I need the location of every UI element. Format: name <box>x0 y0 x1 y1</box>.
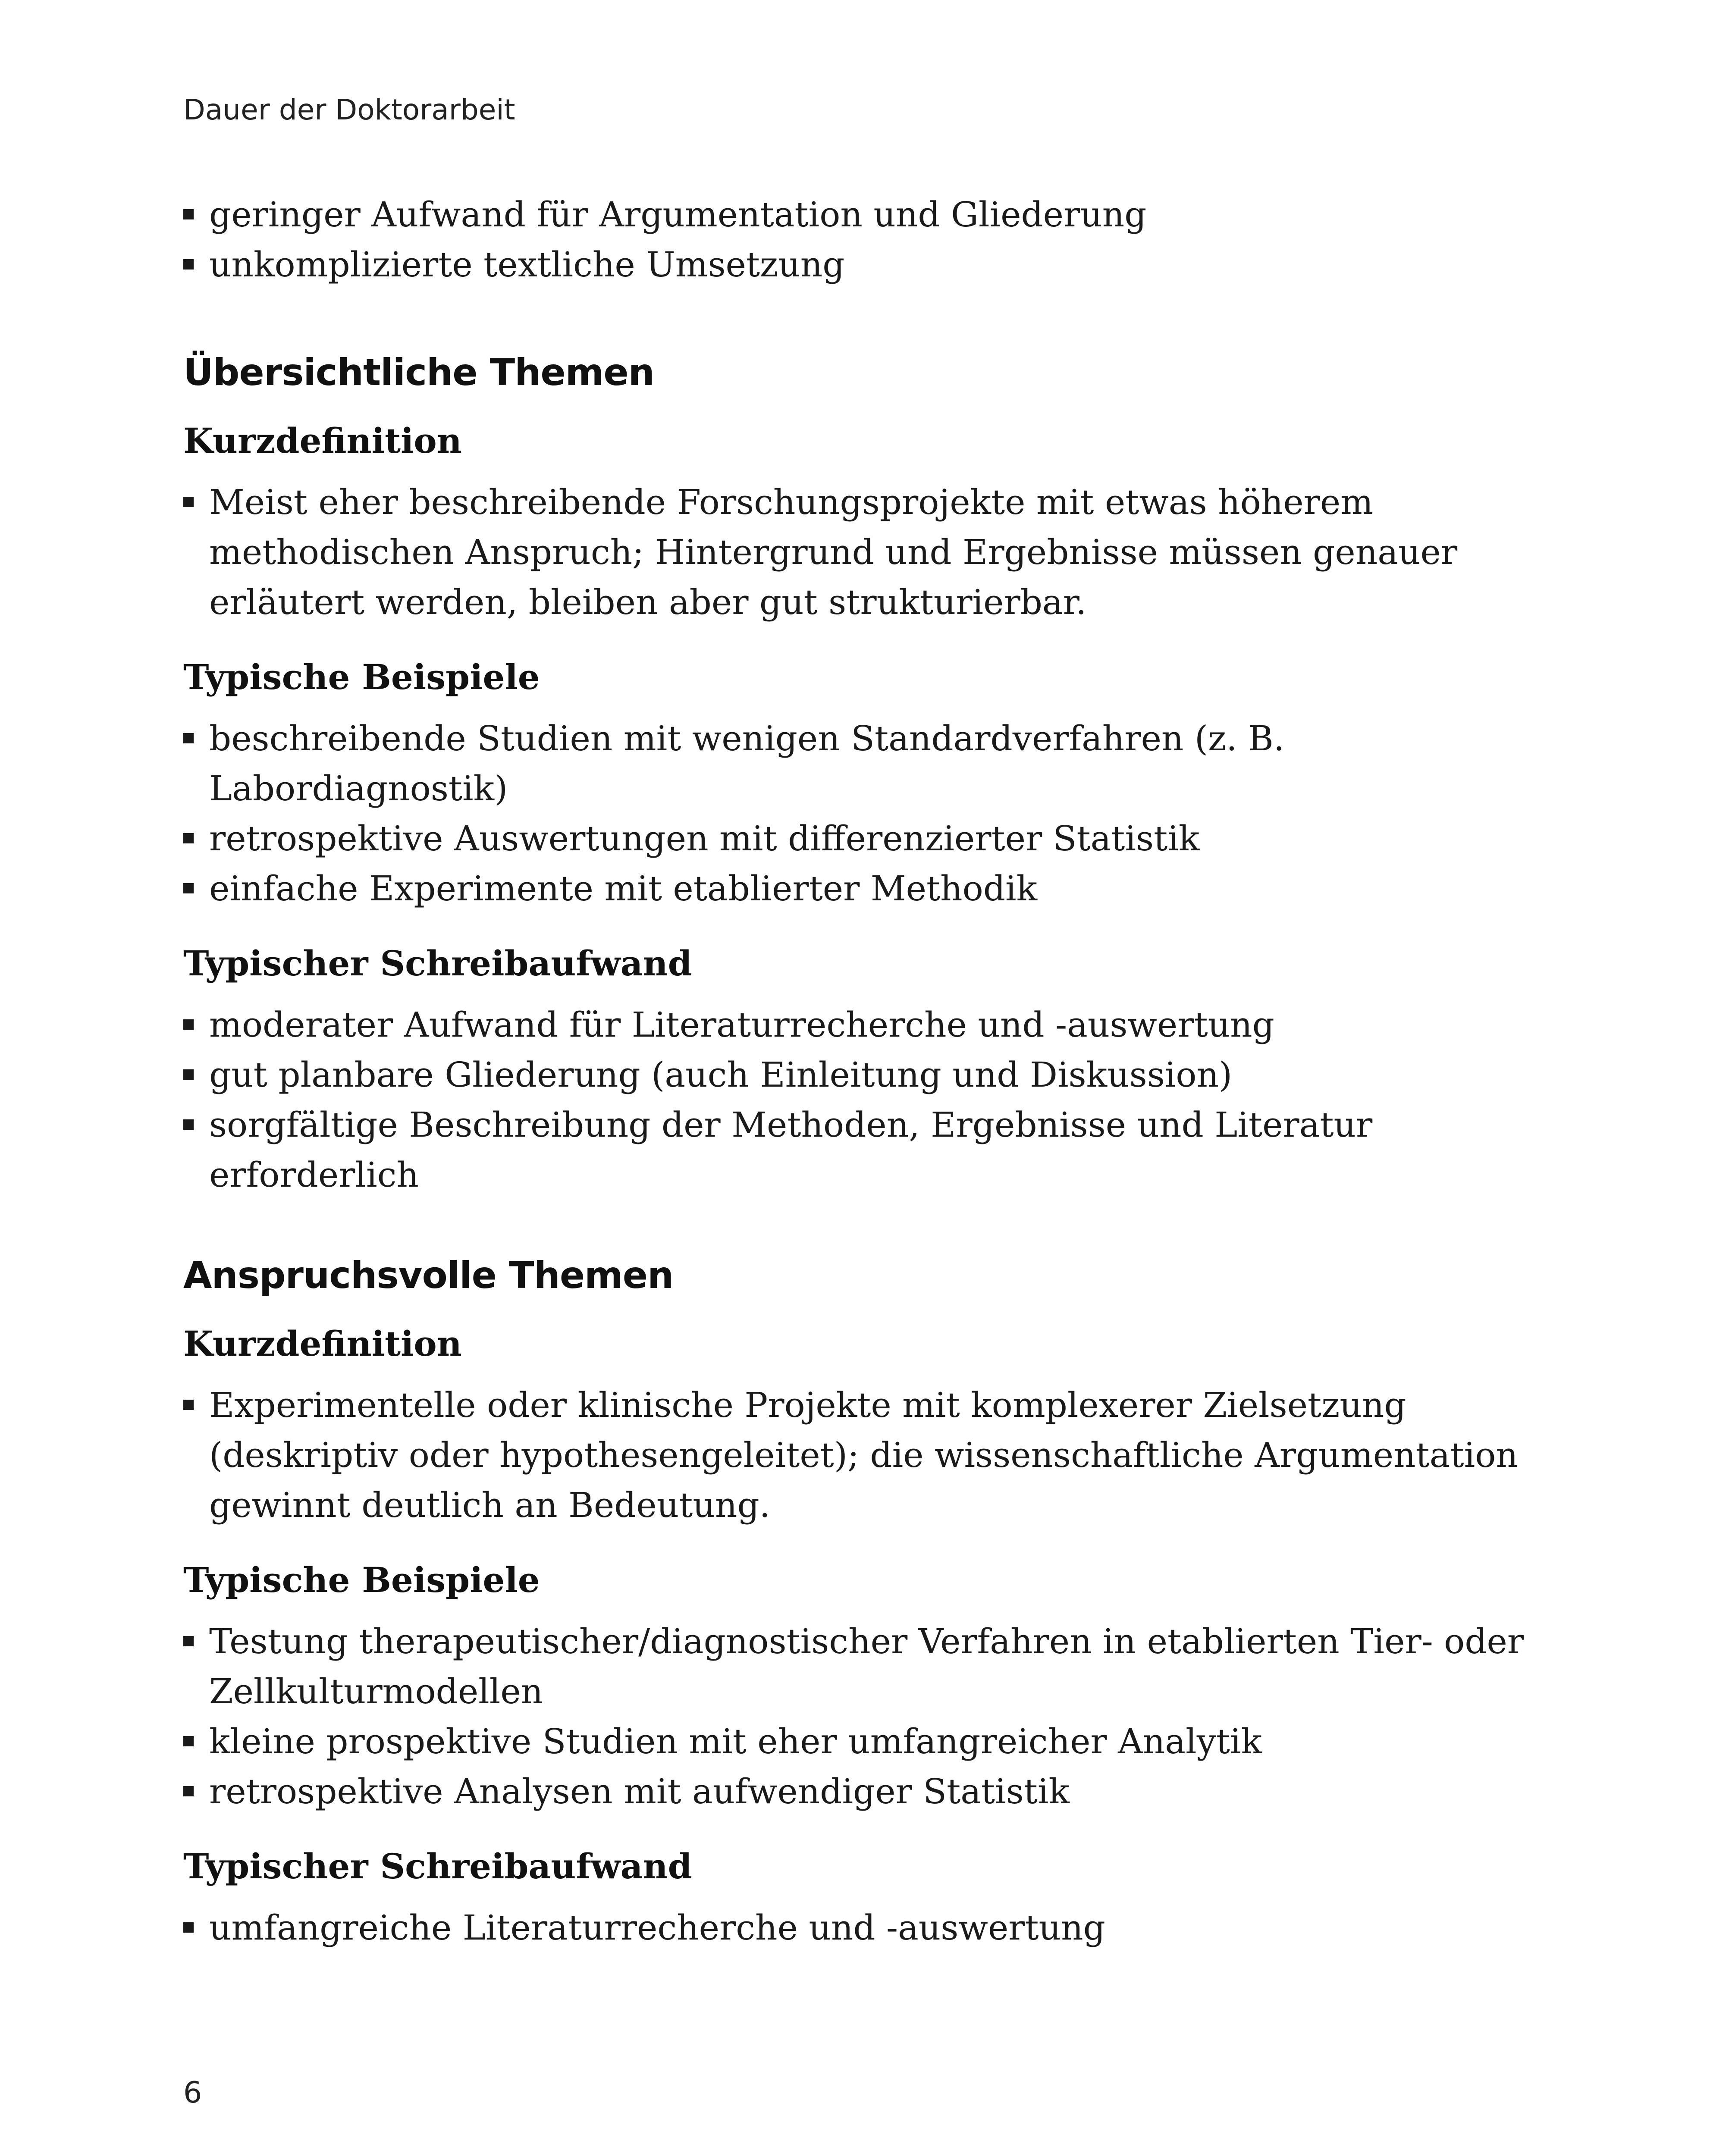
subsection-title: Typische Beispiele <box>183 1560 540 1600</box>
examples-list <box>183 1617 1542 1817</box>
subsection-title: Kurzdefinition <box>183 420 462 461</box>
list-item: gut planbare Gliederung (auch Einleitung und Diskussion) <box>183 1050 1542 1100</box>
bullet-square-icon <box>183 1636 194 1646</box>
intro-list <box>183 190 1542 290</box>
writing-effort-list <box>183 1000 1542 1200</box>
list-item: umfangreiche Literaturrecherche und -auswertung <box>183 1903 1542 1953</box>
list-item: kleine prospektive Studien mit eher umfangreicher Analytik <box>183 1717 1542 1767</box>
bullet-square-icon <box>183 1400 194 1410</box>
subsection-title: Kurzdefinition <box>183 1323 462 1364</box>
section-title: Übersichtliche Themen <box>183 351 654 394</box>
list-item: geringer Aufwand für Argumentation und Gliederung <box>183 190 1542 240</box>
bullet-square-icon <box>183 209 194 219</box>
list-item: Testung therapeutischer/diagnostischer Verfahren in etablierten Tier- oder Zellkulturmodellen <box>183 1617 1542 1717</box>
bullet-square-icon <box>183 497 194 507</box>
definition-list <box>183 477 1542 627</box>
page-number: 6 <box>183 2076 202 2110</box>
list-item: beschreibende Studien mit wenigen Standardverfahren (z. B. Labordiagnostik) <box>183 714 1542 814</box>
bullet-square-icon <box>183 1019 194 1030</box>
bullet-square-icon <box>183 1922 194 1933</box>
bullet-square-icon <box>183 883 194 893</box>
writing-effort-list <box>183 1903 1542 1953</box>
list-item: Experimentelle oder klinische Projekte mit komplexerer Zielsetzung (deskriptiv oder hypothesengeleitet); die wissenschaftliche Argumentation gewinnt deutlich an Bedeutung. <box>183 1380 1542 1530</box>
subsection-title: Typischer Schreibaufwand <box>183 1846 692 1887</box>
list-item: einfache Experimente mit etablierter Methodik <box>183 864 1542 914</box>
bullet-square-icon <box>183 1069 194 1080</box>
subsection-title: Typische Beispiele <box>183 657 540 697</box>
bullet-square-icon <box>183 1119 194 1130</box>
page-content <box>183 190 1542 1953</box>
list-item: retrospektive Analysen mit aufwendiger Statistik <box>183 1767 1542 1817</box>
bullet-square-icon <box>183 1736 194 1746</box>
bullet-square-icon <box>183 259 194 270</box>
definition-list <box>183 1380 1542 1530</box>
list-item: Meist eher beschreibende Forschungsprojekte mit etwas höherem methodischen Anspruch; Hintergrund und Ergebnisse müssen genauer erläutert werden, bleiben aber gut strukturierbar. <box>183 477 1542 627</box>
bullet-square-icon <box>183 733 194 743</box>
bullet-square-icon <box>183 833 194 843</box>
list-item: sorgfältige Beschreibung der Methoden, Ergebnisse und Literatur erforderlich <box>183 1100 1542 1200</box>
subsection-title: Typischer Schreibaufwand <box>183 943 692 984</box>
examples-list <box>183 714 1542 914</box>
list-item: retrospektive Auswertungen mit differenzierter Statistik <box>183 814 1542 864</box>
list-item: moderater Aufwand für Literaturrecherche und -auswertung <box>183 1000 1542 1050</box>
bullet-square-icon <box>183 1786 194 1796</box>
section-title: Anspruchsvolle Themen <box>183 1254 674 1297</box>
list-item: unkomplizierte textliche Umsetzung <box>183 240 1542 290</box>
running-header: Dauer der Doktorarbeit <box>183 93 515 126</box>
